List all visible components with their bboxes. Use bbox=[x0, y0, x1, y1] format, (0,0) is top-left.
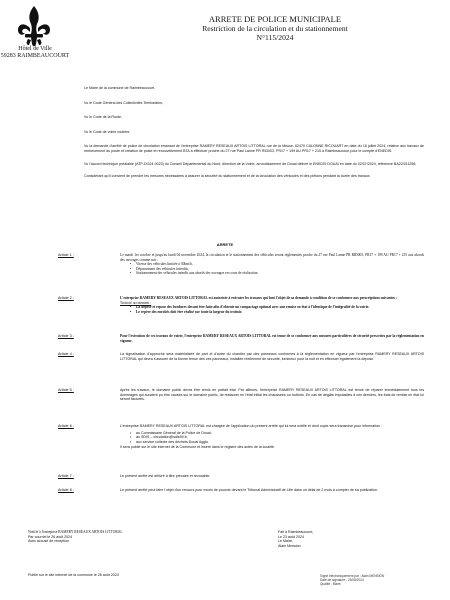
article-label: Article 4 : bbox=[58, 352, 74, 356]
town-line-2: 59283 RAIMBEAUCOURT bbox=[0, 53, 70, 59]
town-logo bbox=[14, 4, 54, 52]
page-title: ARRETE DE POLICE MUNICIPALE bbox=[208, 14, 342, 24]
list-item: • aux service collecte des déchets Douai Agglo. bbox=[136, 440, 424, 445]
page-subtitle: Restriction de la circulation et du stationnement bbox=[202, 24, 348, 33]
notice-line-1: Notifié à l'entreprise RAMERY RESEAUX ARTOIS LITTORAL bbox=[28, 530, 123, 534]
preamble-line: Vu la demande d'arrêté de police de circulation émanant de l'entreprise RAMERY RESEAUX ARTOIS LITTORAL rue de la Meuse, 62470 CALONNE RICOUART en date du 16 juillet 2024, relative aux travaux de renforcement du poste et création de poste et renouvellement BTA à effectuer proche du 27 rue Paul Lanne PR RID003, PR17 + 199 AU PR17 + 215 à Raimbeaucourt pour le compte d'ENEDIS. bbox=[84, 144, 424, 153]
signature-block bbox=[278, 530, 418, 548]
list-item: • La dépose et repose des bordures devant être faite afin d'obtenir un compactage optimal avec une remise en état à l'identique de l'intégralité de la voirie. bbox=[136, 305, 424, 310]
article-6-after: Il sera publié sur le site internet de la Commune et inséré dans le registre des actes de la localité. bbox=[120, 445, 275, 450]
article-body: Le présent arrêté peut faire l'objet d'un recours pour excès de pouvoir devant le Tribunal Administratif de Lille dans un délai de 2 mois à compter de sa publication. bbox=[120, 488, 378, 492]
list-item: • au SDIS – circulation@sdis59.fr, bbox=[136, 435, 424, 440]
town-name bbox=[0, 46, 70, 60]
list-item: • Le repère des enrobés doit être réalisé sur toute la largeur du trottoir. bbox=[136, 310, 424, 315]
list-item: • Stationnement des véhicules interdit aux abords des ouvrages en cours de réalisation. bbox=[136, 271, 424, 276]
considering-text: Considérant qu'il convient de prendre les mesures nécessaires à assurer la sécurité du stationnement et de la circulation des véhicules et des piétons pendant la durée des travaux. bbox=[84, 174, 371, 179]
notice-line-3: Avec accusé de réception bbox=[28, 539, 70, 544]
preamble bbox=[84, 86, 424, 179]
arrete-heading: ARRETE bbox=[216, 242, 234, 247]
signature-line-3: Le Maire, bbox=[278, 539, 293, 544]
preamble-line: Vu le Code de la Route, bbox=[84, 115, 123, 120]
article-label: Article 7 : bbox=[58, 474, 74, 478]
list-item: • Dépassement des véhicules interdits, bbox=[136, 267, 424, 272]
signature-line-2: Le 23 août 2024 bbox=[278, 534, 304, 539]
article-body: Pour l'exécution de ces travaux de voirie, l'entreprise RAMERY RESEAUX ARTOIS LITTORAL est tenue de se conformer aux mesures particulières de sécurité prescrites par la réglementation en vigueur. bbox=[120, 334, 424, 343]
town-line-1: Hôtel de Ville bbox=[18, 46, 52, 52]
signature-line-4: Alain Mension bbox=[278, 543, 301, 548]
article-label: Article 8 : bbox=[58, 488, 74, 492]
article-label: Article 5 : bbox=[58, 388, 74, 392]
article-body bbox=[120, 424, 424, 450]
notice-line-2: Par courriel le 26 août 2024 bbox=[28, 534, 73, 539]
article-label: Article 1 : bbox=[58, 253, 74, 257]
title-block bbox=[150, 14, 400, 42]
article-label: Article 2 : bbox=[58, 296, 74, 300]
article-body: Le présent arrêté est délivré à titre précaire et révocable. bbox=[120, 474, 211, 478]
fleur-de-lis-icon bbox=[14, 4, 54, 52]
esign-block bbox=[320, 574, 445, 587]
article-label: Article 3 : bbox=[58, 334, 74, 338]
esign-line-1: Signé électroniquement par : Alain MENSION bbox=[320, 574, 385, 578]
preamble-line: Vu le Code de voirie routière, bbox=[84, 129, 131, 134]
article-body bbox=[120, 296, 424, 314]
list-item: • au Commissaire Général de la Police de Douai, bbox=[136, 431, 424, 436]
preamble-line: Vu le Code Général des Collectivités Territoriales, bbox=[84, 100, 163, 105]
article-6-intro: L'entreprise RAMERY RESEAUX ARTOIS LITTORAL est chargée de l'application du présent arrêté qui lui sera notifié et dont copie sera transmise pour information : bbox=[120, 424, 382, 428]
notification-block bbox=[28, 530, 228, 544]
article-label: Article 6 : bbox=[58, 424, 74, 428]
article-2-sub: Trottoir/ accotement : bbox=[120, 300, 152, 305]
esign-line-2: Date de signature : 23/08/2024 bbox=[320, 578, 364, 583]
list-item: • Vitesse des véhicules limitée à 30km/h, bbox=[136, 262, 424, 267]
esign-line-3: Qualité : Maire bbox=[320, 582, 341, 587]
preamble-line: Vu l'accord technique préalable (ATP-DO24-0023) du Conseil Départemental du Nord, direction de la Voirie, arrondissement de Douai délivré le ENEDIS DOUAI en date du 02/07/2024, référence BA22/011256. bbox=[84, 161, 417, 166]
published-line: Publié sur le site internet de la commune le 26 août 2024 bbox=[28, 573, 119, 577]
article-body: Après les travaux, le domaine public devra être remis en parfait état. Par ailleurs, l'entreprise RAMERY RESEAUX ARTOIS LITTORAL est tenue de réparer immédiatement tous les dommages qui auraient pu être causés sur le domaine public, de restaurer en l'état initial les chaussées ou trottoirs. En cas de dégâts imputables à ces derniers, les frais de remise en état lui seront facturés. bbox=[120, 388, 424, 402]
decree-number: N°115/2024 bbox=[256, 33, 294, 42]
preamble-line: Le Maire de la commune de Raimbeaucourt, bbox=[84, 86, 155, 90]
signature-line-1: Fait à Raimbeaucourt, bbox=[278, 530, 314, 534]
article-1-intro: Le mardi 1er octobre et jusqu'au lundi 04 novembre 2024, la circulation et le stationnement des véhicules seront réglementés proche du 27 rue Paul Lanne PR RID003, PR17 + 199 AU PR17 + 215 aux abords des ouvrages comme suit : bbox=[120, 253, 424, 262]
article-body: La signalisation d'approche sera matérialisée de part et d'autre du chantier par des panneaux conformes à la réglementation en vigueur par l'entreprise RAMERY RESEAUX ARTOIS LITTORAL qui devra s'assurer de la bonne tenue des ces panneaux, installée réellement de sécurité, lumineux pour la nuit et en effectuer également la dépose. bbox=[120, 352, 424, 361]
article-body bbox=[120, 253, 424, 276]
article-2-intro: L'entreprise RAMERY RESEAUX ARTOIS LITTORAL est autorisée à exécuter les travaux qui font l'objet de sa demande à condition de se conformer aux prescriptions suivantes : bbox=[120, 296, 398, 300]
